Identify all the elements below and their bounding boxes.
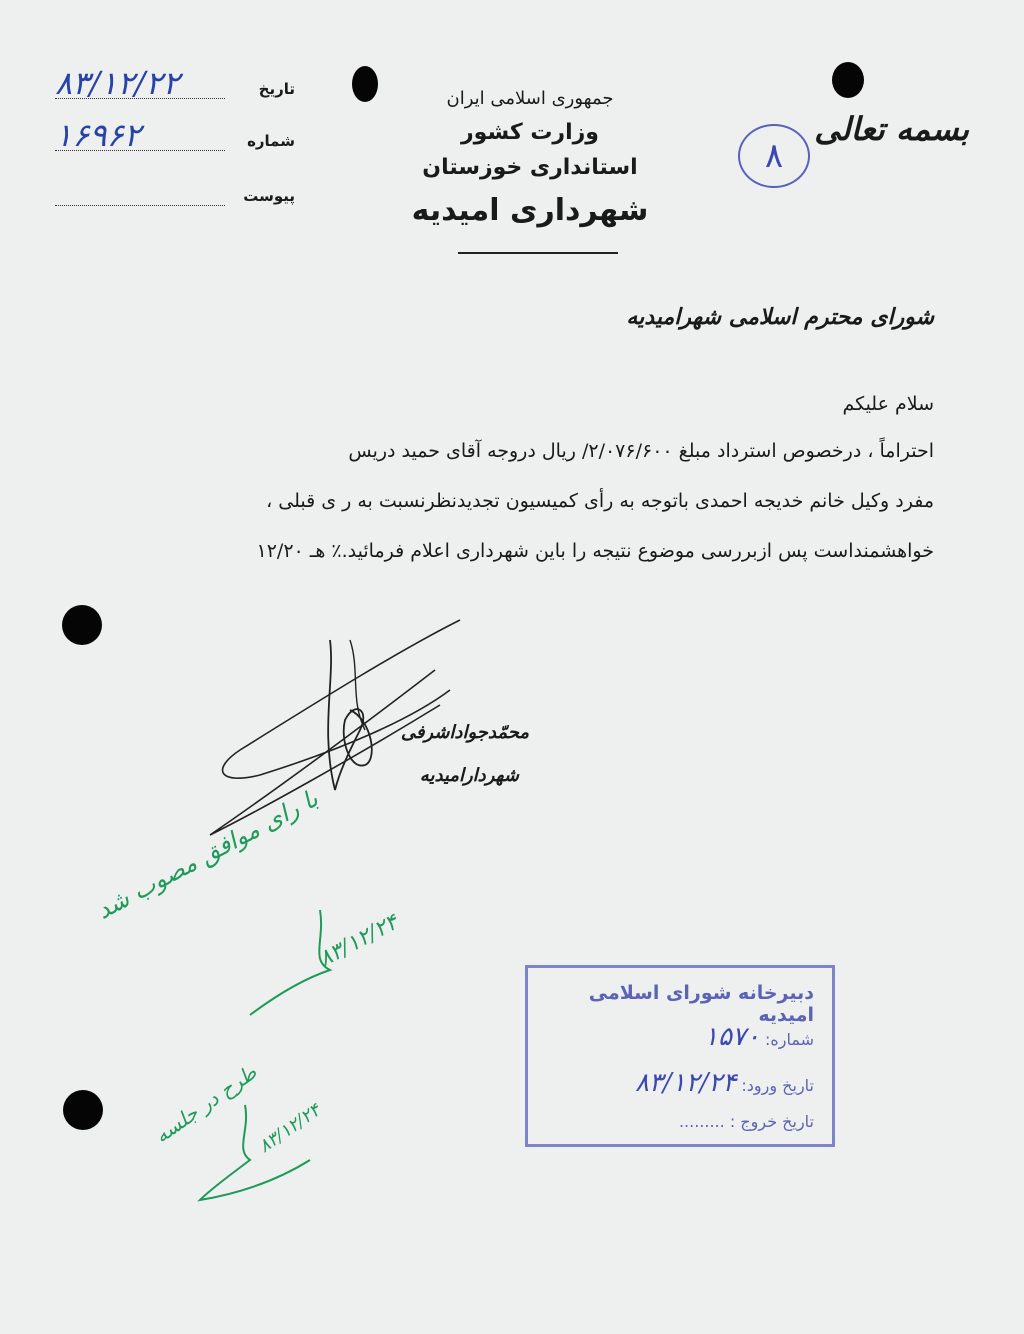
- stamp-number-value: ۱۵۷۰: [704, 1022, 760, 1052]
- circled-number: [738, 124, 810, 188]
- signer-name: محمّدجواداشرفی: [400, 722, 529, 743]
- number-value: ۱۶۹۶۲: [55, 116, 141, 154]
- handwritten-note-approval-date: ۸۳/۱۲/۲۴: [315, 909, 403, 973]
- punch-hole-top-right: [832, 62, 864, 98]
- body-line-3: خواهشمنداست پس ازبررسی موضوع نتیجه را باین شهرداری اعلام فرمائید.٪ هـ ۱۲/۲۰: [256, 540, 934, 562]
- addressee: شورای محترم اسلامی شهرامیدیه: [626, 305, 934, 330]
- greeting: سلام علیکم: [842, 393, 934, 415]
- header-ministry: وزارت کشور: [461, 120, 599, 145]
- registry-stamp: [525, 965, 835, 1147]
- stamp-entry-value: ۸۳/۱۲/۲۴: [634, 1068, 737, 1098]
- body-line-2: مفرد وکیل خانم خدیجه احمدی باتوجه به رأی کمیسیون تجدیدنظرنسبت به ر ی قبلی ،: [266, 490, 934, 512]
- stamp-exit-label: تاریخ خروج :: [729, 1112, 814, 1131]
- handwritten-note-session: طرح در جلسه: [150, 1059, 262, 1148]
- circled-number-value: ۸: [764, 136, 784, 176]
- header-divider: [458, 252, 618, 254]
- handwritten-note-session-date: ۸۳/۱۲/۲۴: [255, 1099, 325, 1158]
- stamp-number-label: شماره:: [764, 1030, 814, 1049]
- stamp-exit-value: .........: [678, 1112, 725, 1131]
- handwritten-note-approval: با رای موافق مصوب شد: [92, 784, 323, 925]
- date-row: [55, 64, 295, 108]
- basmala: بسمه تعالی: [814, 110, 969, 148]
- signer-title: شهردارامیدیه: [419, 765, 519, 786]
- punch-hole-left-bottom: [63, 1090, 103, 1130]
- header-country: جمهوری اسلامی ایران: [446, 88, 614, 109]
- punch-hole-left-middle: [62, 605, 102, 645]
- attachment-line: [55, 205, 225, 206]
- stamp-title: دبیرخانه شورای اسلامی امیدیه: [588, 982, 814, 1026]
- number-label: شماره: [247, 132, 295, 150]
- attachment-row: [55, 185, 295, 215]
- number-row: [55, 116, 295, 160]
- date-value: ۸۳/۱۲/۲۲: [55, 64, 180, 102]
- stamp-exit-row: [679, 1112, 814, 1131]
- stamp-number-row: [704, 1022, 814, 1052]
- body-line-1: احتراماً ، درخصوص استرداد مبلغ ۲/۰۷۶/۶۰۰/ ریال دروجه آقای حمید دریس: [348, 440, 934, 462]
- header-province-office: استانداری خوزستان: [422, 155, 638, 180]
- date-label: تاریخ: [258, 80, 295, 98]
- handwritten-green-signature-2: [190, 1100, 320, 1210]
- header-municipality: شهرداری امیدیه: [411, 193, 649, 228]
- stamp-entry-row: [635, 1068, 814, 1098]
- handwritten-green-signature-1: [240, 900, 360, 1020]
- attachment-label: پیوست: [243, 187, 295, 205]
- stamp-entry-label: تاریخ ورود:: [741, 1076, 814, 1095]
